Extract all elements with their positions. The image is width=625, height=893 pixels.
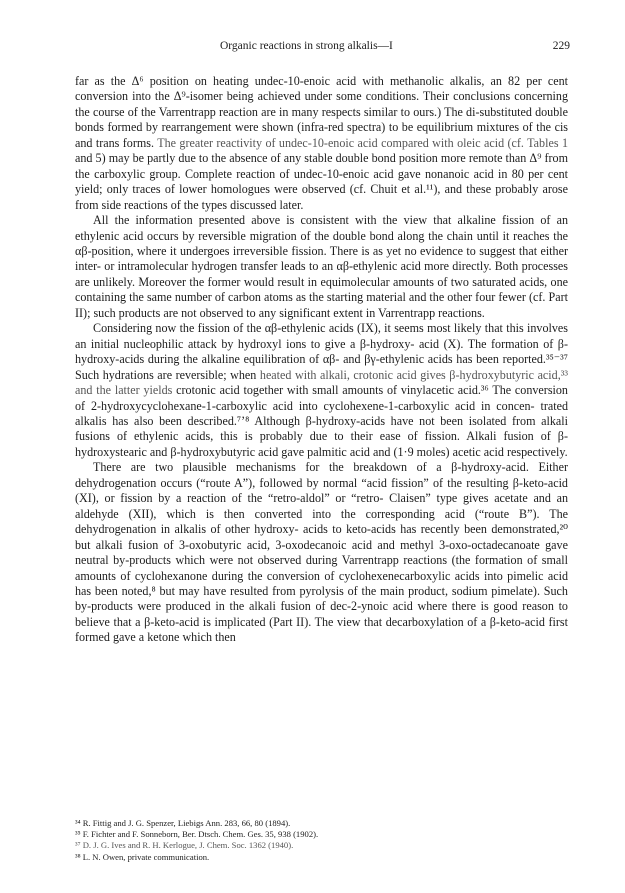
text-line: resulting β-keto-acid (XI), or fission by a reaction of the “retro-aldol” or “retro-: [75, 475, 568, 506]
text-line: trated alkalis has also been described.⁷ʼ⁸ Although β-hydroxy-acids have not been: [75, 398, 568, 428]
body-text: [75, 74, 568, 646]
text-line: The greater reactivity of undec-10-enoic acid compared with oleic acid (cf. Tables 1: [157, 135, 568, 150]
text-line: reactions.: [438, 305, 485, 320]
paragraph: [75, 74, 568, 213]
text-line: sodium pimelate). Such by-products were produced in the alkali fusion of dec-2-ynoic: [75, 583, 568, 614]
text-line: acid where there is good reason to believe that a β-keto-acid is implicated (Part II).: [75, 599, 568, 629]
text-line: that this involves an initial nucleophilic attack by hydroxyl ions to give a β-hydroxy-: [75, 321, 568, 351]
footnote: ³⁵ F. Fichter and F. Sonneborn, Ber. Dtsch. Chem. Ges. 35, 938 (1902).: [75, 829, 319, 840]
paragraph: [75, 213, 568, 321]
text-line: Claisen” type gives acetate and an aldehyde (XII), which is then converted into the: [75, 491, 569, 521]
text-line: 2-hydroxycyclohexane-1-carboxylic acid into cyclohexene-1-carboxylic acid in concen-: [90, 398, 535, 413]
text-line: Considering now the fission of the αβ-ethylenic acids (IX), it seems most likely: [93, 321, 482, 336]
text-line: There are two plausible mechanisms for the breakdown of a β-hydroxy-acid.: [93, 460, 529, 475]
text-line: fission. Alkali fusion of β-hydroxystearic and β-hydroxybutyric acid gave palmitic: [75, 429, 568, 459]
text-line: and βγ-ethylenic acids has been reported.³⁵⁻³⁷ Such hydrations are reversible; when: [75, 352, 569, 382]
running-title: Organic reactions in strong alkalis—I: [220, 40, 393, 52]
text-line: of cyclohexanone during the conversion of cyclohexenecarboxylic acids into pimelic: [120, 568, 544, 583]
text-line: The view that decarboxylation of a β-keto-acid first formed gave a ketone which then: [75, 614, 568, 645]
text-line: respects similar to ours.) The di-substituted double bonds formed by rearrangement: [75, 104, 568, 135]
page-header: [110, 40, 570, 56]
paragraph: [75, 321, 568, 460]
text-line: far as the Δ⁶ position on heating undec-10-enoic acid with methanolic alkalis, an 82: [75, 74, 521, 88]
text-line: acid and (1·9 moles) acetic acid respectively.: [349, 444, 568, 459]
text-line: and 5) may be partly due to the absence of any stable double bond position more: [75, 151, 466, 166]
footnote: ³⁴ R. Fittig and J. G. Spenzer, Liebigs Ann. 283, 66, 80 (1894).: [75, 818, 291, 828]
text-line: were shown (infra-red spectra) to be equilibrium mixtures of the cis and trans forms.: [75, 120, 569, 150]
text-line: corresponding acid (“route B”). The dehydrogenation in alkalis of other hydroxy-: [75, 506, 568, 537]
text-line: All the information presented above is consistent with the view that alkaline fission: [93, 213, 535, 228]
text-line: acid has been noted,⁸ but may have resulted from pyrolysis of the main product,: [75, 568, 568, 598]
page-number: 229: [552, 40, 570, 52]
text-line: heated with alkali, crotonic acid gives β-hydroxybutyric acid,³³ and the latter yields: [75, 367, 568, 398]
text-line: would result in equimolecular amounts of two saturated acids, one containing the: [75, 274, 569, 305]
text-line: Either dehydrogenation occurs (“route A”), followed by normal “acid fission” of the: [75, 460, 568, 490]
footnote: ³⁸ L. N. Owen, private communication.: [75, 851, 210, 862]
text-line: same number of carbon atoms as the starting material and the other four fewer: [146, 290, 526, 305]
text-line: acid (X). The formation of β-hydroxy-acids during the alkaline equilibration of αβ-: [75, 336, 568, 367]
text-line: of an ethylenic acid occurs by reversible migration of the double bond along the chain: [75, 213, 568, 243]
text-line: (cf. Part II); such products are not observed to any significant extent in Varrentrapp: [75, 290, 568, 320]
text-line: crotonic acid together with small amounts of vinylacetic acid.³⁶ The conversion of: [75, 383, 568, 413]
paragraph: [75, 460, 568, 645]
text-line: acid, 3-oxodecanoic acid and methyl 3-oxo-octadecanoate gave neutral by-products: [75, 537, 568, 568]
text-line: acids to keto-acids has recently been demonstrated,²⁰ but alkali fusion of 3-oxobutyric: [75, 522, 569, 552]
text-line: which were not observed during Varrentrapp reactions (the formation of small amounts: [75, 553, 569, 583]
text-line: isolated from alkali fusions of ethylenic acids, this is probably due to their ease of: [75, 413, 568, 444]
text-line: discussed later.: [230, 197, 304, 212]
text-line: acid gave nonanoic acid in 80 per cent yield; only traces of lower homologues were: [75, 166, 568, 197]
text-line: remote than Δ⁹ from the carboxylic group. Complete reaction of undec-10-enoic: [75, 151, 568, 181]
text-line: no evidence to suggest that either inter- or intramolecular hydrogen transfer leads to: [75, 243, 568, 274]
text-line: Their conclusions concerning the course of the Varrentrapp reaction are in many: [75, 89, 568, 119]
footnote: ³⁷ D. J. G. Ives and R. H. Kerlogue, J. Chem. Soc. 1362 (1940).: [75, 840, 294, 851]
text-line: until it reaches the αβ-position, where it undergoes irreversible fission. There is as yet: [75, 228, 568, 258]
footnotes: [75, 818, 568, 863]
text-line: an αβ-ethylenic acid more directly. Both processes are unlikely. Moreover the former: [75, 259, 568, 289]
text-line: observed (cf. Chuit et al.¹¹), and these probably arose from side reactions of the types: [75, 182, 568, 212]
text-line: per cent conversion into the Δ⁹-isomer being achieved under some conditions.: [75, 74, 568, 104]
